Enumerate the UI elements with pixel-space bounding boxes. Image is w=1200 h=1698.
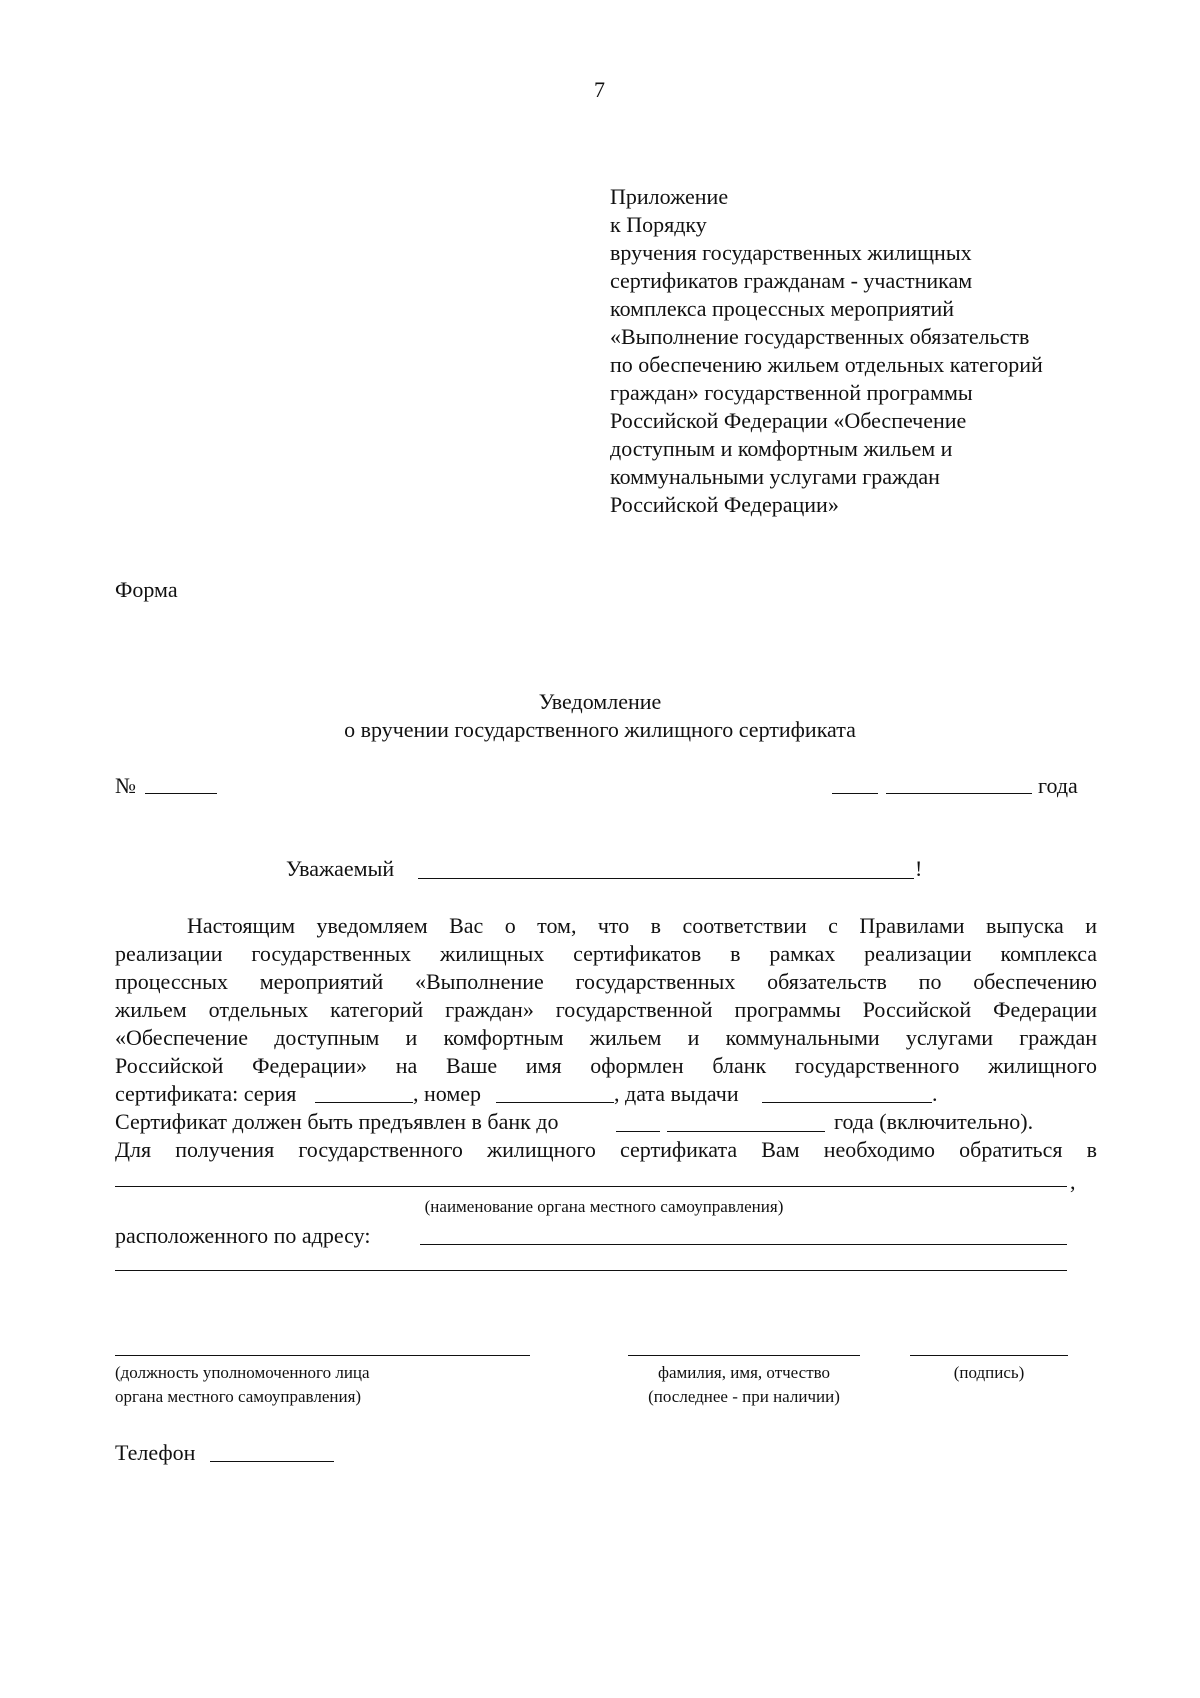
address-field-1[interactable] xyxy=(420,1244,1067,1245)
body-line-9: Для получения государственного жилищного сертификата Вам необходимо обратиться в xyxy=(115,1137,1097,1162)
body-line-3: процессных мероприятий «Выполнение государственных обязательств по обеспечению xyxy=(115,969,1097,994)
notice-subtitle: о вручении государственного жилищного сертификата xyxy=(344,717,856,742)
position-caption-2: органа местного самоуправления) xyxy=(115,1387,362,1406)
year-label: года xyxy=(1038,773,1078,798)
appendix-line: комплекса процессных мероприятий xyxy=(610,296,954,321)
page-number: 7 xyxy=(594,77,605,102)
deadline-year-label: года (включительно). xyxy=(834,1109,1034,1134)
issue-date-field[interactable] xyxy=(762,1102,932,1103)
body-line-1: Настоящим уведомляем Вас о том, что в соответствии с Правилами выпуска и xyxy=(187,913,1097,938)
signature-field[interactable] xyxy=(910,1355,1068,1356)
cert-number-field[interactable] xyxy=(496,1102,614,1103)
phone-label: Телефон xyxy=(115,1440,196,1465)
position-field[interactable] xyxy=(115,1355,530,1356)
deadline-day-field[interactable] xyxy=(616,1131,660,1132)
form-label: Форма xyxy=(115,577,178,602)
position-caption-1: (должность уполномоченного лица xyxy=(115,1363,370,1382)
bank-deadline-label: Сертификат должен быть предъявлен в банк до xyxy=(115,1109,559,1134)
body-line-6: Российской Федерации» на Ваше имя оформлен бланк государственного жилищного xyxy=(115,1053,1097,1078)
appendix-line: коммунальными услугами граждан xyxy=(610,464,940,489)
addressee-field[interactable] xyxy=(418,878,914,879)
appendix-line: вручения государственных жилищных xyxy=(610,240,972,265)
notice-title: Уведомление xyxy=(538,689,662,714)
phone-field[interactable] xyxy=(210,1461,334,1462)
salutation-prefix: Уважаемый xyxy=(286,856,395,881)
body-line-5: «Обеспечение доступным и комфортным жильем и коммунальными услугами граждан xyxy=(115,1025,1097,1050)
authority-comma: , xyxy=(1070,1169,1076,1194)
issue-date-label: , дата выдачи xyxy=(614,1081,739,1106)
body-line-2: реализации государственных жилищных сертификатов в рамках реализации комплекса xyxy=(115,941,1097,966)
series-label: сертификата: серия xyxy=(115,1081,297,1106)
number-field[interactable] xyxy=(145,793,217,794)
appendix-line: Приложение xyxy=(610,184,729,209)
fio-caption-1: фамилия, имя, отчество xyxy=(657,1363,831,1382)
appendix-line: сертификатов гражданам - участникам xyxy=(610,268,973,293)
date-month-field[interactable] xyxy=(886,793,1032,794)
series-field[interactable] xyxy=(315,1102,413,1103)
appendix-line: граждан» государственной программы xyxy=(610,380,973,405)
appendix-line: по обеспечению жильем отдельных категорий xyxy=(610,352,1043,377)
body-line-4: жильем отдельных категорий граждан» государственной программы Российской Федерации xyxy=(115,997,1097,1022)
authority-name-field[interactable] xyxy=(115,1186,1067,1187)
appendix-block xyxy=(610,183,1043,519)
authority-name-caption: (наименование органа местного самоуправления) xyxy=(424,1197,784,1216)
address-label: расположенного по адресу: xyxy=(115,1223,371,1248)
deadline-month-field[interactable] xyxy=(667,1131,825,1132)
signature-caption: (подпись) xyxy=(953,1363,1025,1382)
appendix-line: Российской Федерации «Обеспечение xyxy=(610,408,967,433)
appendix-line: к Порядку xyxy=(610,212,707,237)
appendix-line: доступным и комфортным жильем и xyxy=(610,436,953,461)
number-cert-label: , номер xyxy=(413,1081,482,1106)
period-mark: . xyxy=(932,1081,938,1106)
date-day-field[interactable] xyxy=(832,793,878,794)
number-label: № xyxy=(115,773,136,798)
address-field-2[interactable] xyxy=(115,1270,1067,1271)
appendix-line: Российской Федерации» xyxy=(610,492,839,517)
fio-caption-2: (последнее - при наличии) xyxy=(648,1387,840,1406)
appendix-line: «Выполнение государственных обязательств xyxy=(610,324,1030,349)
fio-field[interactable] xyxy=(628,1355,860,1356)
salutation-suffix: ! xyxy=(915,856,923,881)
